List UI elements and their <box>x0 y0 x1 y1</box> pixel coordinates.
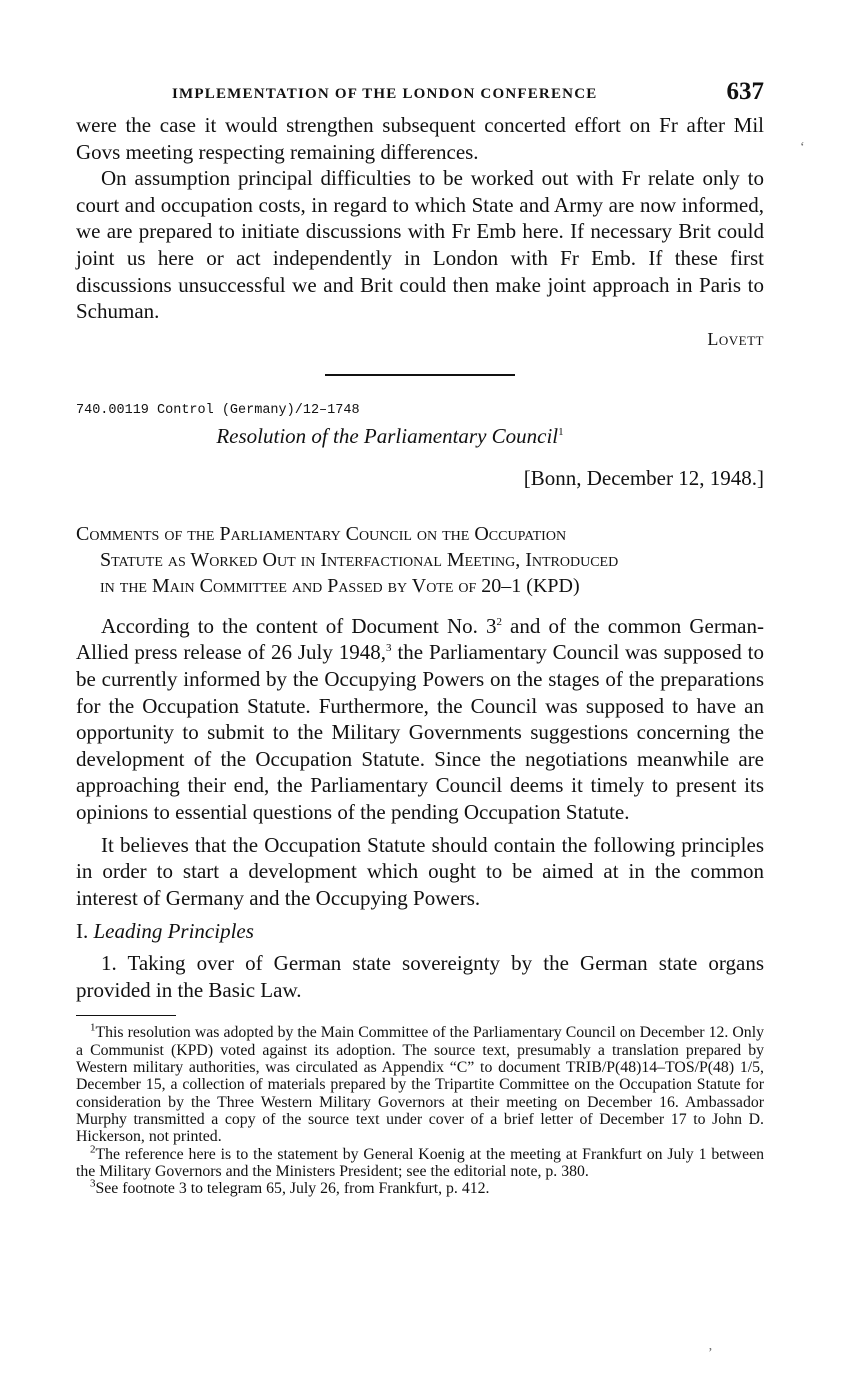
running-head <box>76 78 764 112</box>
footnote-text: This resolution was adopted by the Main Committee of the Parliamentary Council on December 12. Only a Communist (KPD) voted against its adoption. The source text, presumably a translation prepared by Western military authorities, was circulated as Appendix “C” to document TRIB/P(48)14–TOS/P(48) 1/5, December 15, a collection of materials prepared by the Tripartite Committee on the Occupation Statute for consideration by the Three Western Military Governors at their meeting on December 16. Ambassador Murphy transmitted a copy of the source text under cover of a brief letter of December 17 to John D. Hickerson, not printed. <box>76 1024 764 1146</box>
footnote-divider <box>76 1015 176 1016</box>
margin-mark: ‘ <box>800 140 805 155</box>
dateline <box>76 466 764 491</box>
section-title: Leading Principles <box>93 919 254 944</box>
margin-mark: ’ <box>708 1346 713 1361</box>
text-run: the Parliamentary Council was supposed to be currently informed by the Occupying Powers on the stages of the preparations for the Occupation Statute. Furthermore, the Council was supposed to have an opportunity to submit to the Military Governments suggestions concerning the development of the Occupation Statute. Since the negotiations meanwhile are approaching their end, the Parliamentary Council deems it timely to present its opinions to essential questions of the pending Occupation Statute. <box>76 640 764 824</box>
paragraph: It believes that the Occupation Statute should contain the following principles in order to start a development which ought to be aimed at in the common interest of Germany and the Occupying Powers. <box>76 832 764 910</box>
heading-line: Statute as Worked Out in Interfactional Meeting, Introduced <box>100 548 619 571</box>
footnote <box>76 1143 764 1181</box>
dateline-text: [Bonn, December 12, 1948.] <box>523 465 764 490</box>
section-heading <box>76 919 764 944</box>
document-heading <box>76 521 764 599</box>
footnote-mark: 2 <box>90 1143 96 1156</box>
footnote-mark: 3 <box>90 1177 96 1190</box>
section-divider <box>325 374 515 376</box>
footnote <box>76 1024 764 1145</box>
footnote-text: See footnote 3 to telegram 65, July 26, from Frankfurt, p. 412. <box>95 1180 490 1198</box>
document-title <box>76 424 764 449</box>
footnote-ref: 2 <box>496 615 502 628</box>
paragraph: were the case it would strengthen subsequent concerted effort on Fr after Mil Govs meeting respecting remaining differences. <box>76 113 764 164</box>
footnote <box>76 1177 764 1198</box>
list-item: 1. Taking over of German state sovereignty by the German state organs provided in the Basic Law. <box>76 951 764 1002</box>
file-reference: 740.00119 Control (Germany)/12–1748 <box>76 402 360 418</box>
paragraph <box>76 613 764 826</box>
heading-line: Comments of the Parliamentary Council on the Occupation <box>76 522 567 545</box>
text-run: and of the common German-Allied press release of 26 July 1948, <box>76 613 764 665</box>
footnotes <box>76 1024 764 1197</box>
running-title: IMPLEMENTATION OF THE LONDON CONFERENCE <box>172 86 598 102</box>
footnote-ref: 1 <box>558 425 564 438</box>
page-number: 637 <box>726 78 764 105</box>
heading-line: in the Main Committee and Passed by Vote of 20–1 (KPD) <box>100 574 580 597</box>
page <box>76 78 764 1197</box>
document-title-text: Resolution of the Parliamentary Council <box>216 423 559 448</box>
footnote-mark: 1 <box>90 1022 96 1035</box>
footnote-text: The reference here is to the statement by General Koenig at the meeting at Frankfurt on July 1 between the Military Governors and the Ministers President; see the editorial note, p. 380. <box>76 1145 764 1180</box>
section-number: I. <box>76 919 89 944</box>
footnote-ref: 3 <box>386 642 392 655</box>
text-run: According to the content of Document No. 3 <box>101 613 497 638</box>
paragraph: On assumption principal difficulties to be worked out with Fr relate only to court and occupation costs, in regard to which State and Army are now informed, we are prepared to initiate discussions with Fr Emb here. If necessary Brit could joint us here or act independently in London with Fr Emb. If these first discussions unsuccessful we and Brit could then make joint approach in Paris to Schuman. <box>76 166 764 324</box>
signature: Lovett <box>707 328 764 349</box>
